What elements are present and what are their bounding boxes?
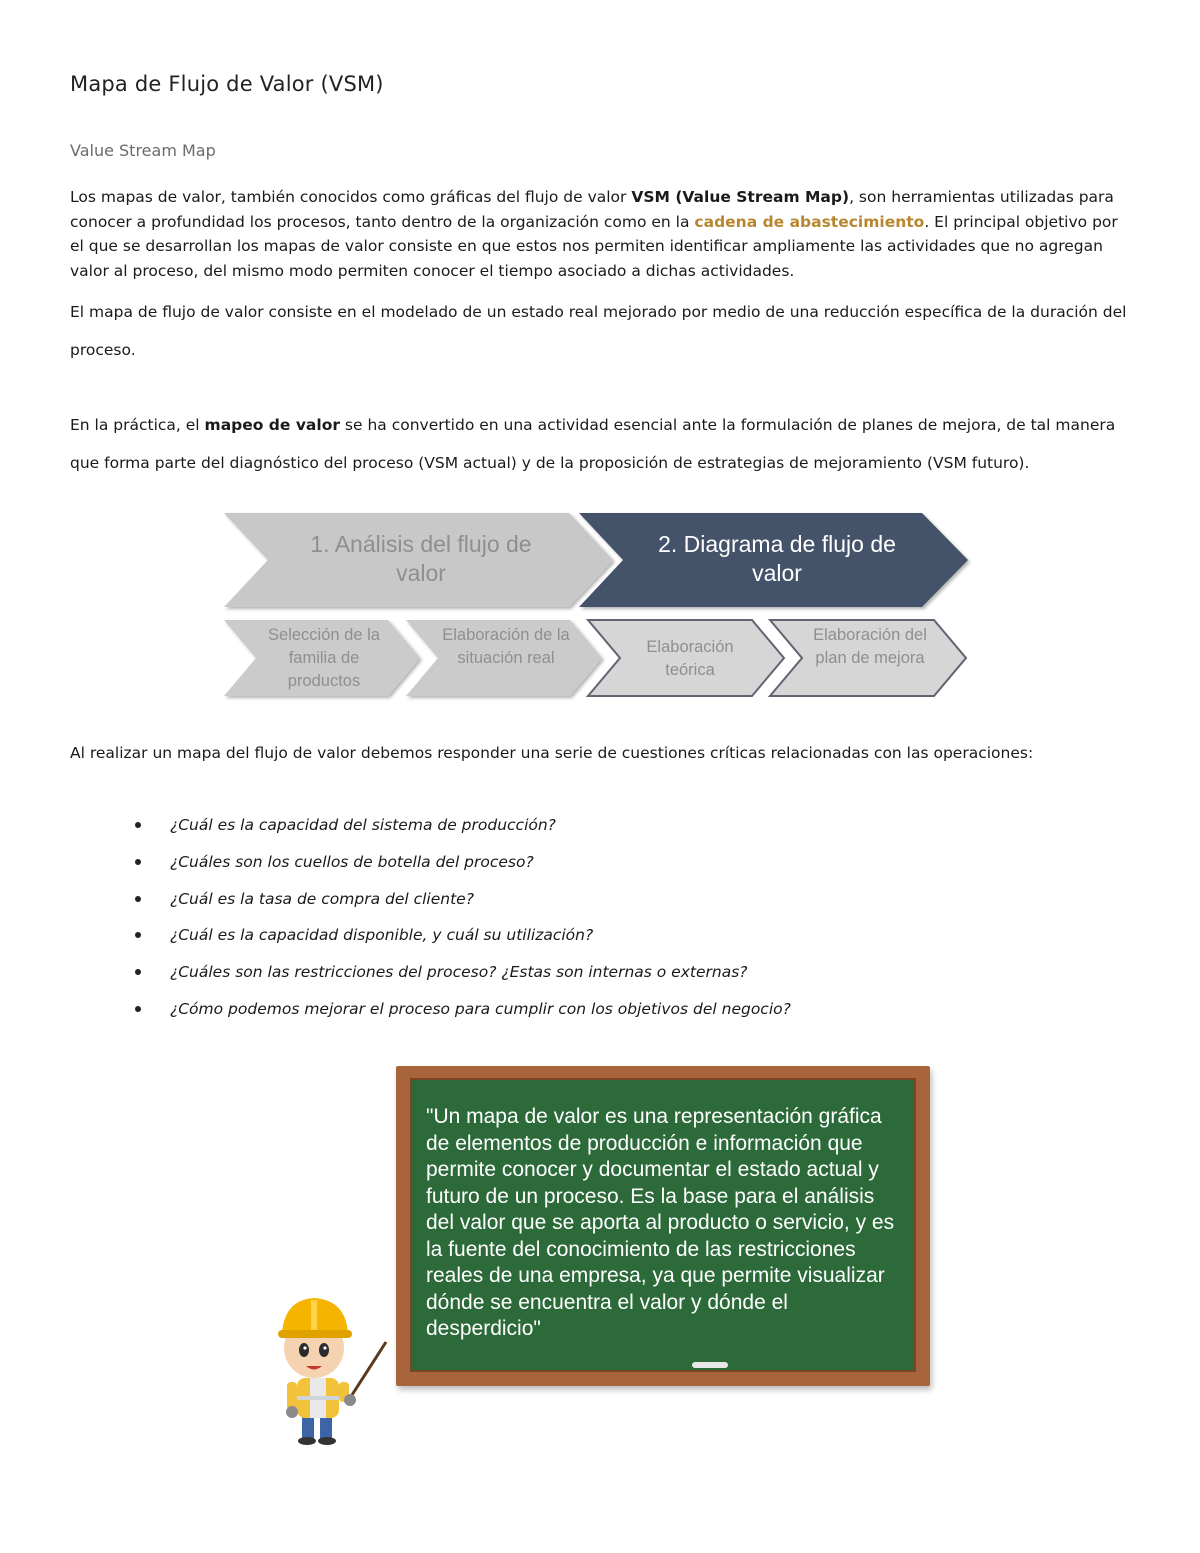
construction-worker-illustration: [262, 1278, 392, 1448]
step-3-label: Elaboración teórica: [646, 638, 734, 679]
vsm-process-diagram: [222, 510, 974, 706]
vest-stripe: [297, 1396, 339, 1400]
practice-text-c: se ha convertido en una actividad esencial ante la formulación de planes de mejora, de tal manera que forma parte del diagnóstico del proceso (VSM actual) y de la proposición de estrategias de mejoramiento (VSM futuro).: [70, 416, 1116, 472]
intro-text-vsm: VSM (Value Stream Map): [631, 188, 850, 206]
chalkboard: [396, 1066, 930, 1386]
list-item: ¿Cuáles son las restricciones del proceso? ¿Estas son internas o externas?: [120, 957, 1020, 994]
chalk-stick: [692, 1362, 728, 1368]
intro-paragraph: [70, 185, 1135, 283]
worker-glove: [286, 1406, 298, 1418]
worker-eye: [319, 1343, 329, 1357]
phase-1-label: 1. Análisis del flujo de valor: [310, 531, 532, 586]
page-title: Mapa de Flujo de Valor (VSM): [70, 72, 384, 96]
list-item: ¿Cuáles son los cuellos de botella del proceso?: [120, 847, 1020, 884]
pointer-stick: [350, 1342, 386, 1398]
chalkboard-surface: [410, 1078, 916, 1372]
definition-paragraph: El mapa de flujo de valor consiste en el modelado de un estado real mejorado por medio de una reducción específica de la duración del proceso.: [70, 303, 1127, 359]
intro-text-c: , son herramientas utilizadas para conocer a profundidad los procesos, tanto dentro de la organización como en la: [70, 188, 1114, 231]
hard-hat-brim: [278, 1330, 352, 1338]
worker-arm: [287, 1382, 297, 1410]
step-4-label: Elaboración del plan de mejora: [813, 626, 927, 667]
worker-shoe: [318, 1437, 336, 1445]
chalkboard-quote: "Un mapa de valor es una representación gráfica de elementos de producción e información que permite conocer y documentar el estado actual y futuro de un proceso. Es la base para el análisis del valor que se aporta al producto o servicio, y es la fuente del conocimiento de las restricciones reales de una empresa, ya que permite visualizar dónde se encuentra el valor y dónde el desperdicio": [426, 1105, 895, 1340]
list-item: ¿Cómo podemos mejorar el proceso para cumplir con los objetivos del negocio?: [120, 994, 1020, 1031]
worker-shoe: [298, 1437, 316, 1445]
practice-text-bold: mapeo de valor: [204, 416, 340, 434]
list-item: ¿Cuál es la capacidad disponible, y cuál su utilización?: [120, 920, 1020, 957]
step-1-label: Selección de la familia de productos: [268, 626, 380, 690]
list-item: ¿Cuál es la capacidad del sistema de producción?: [120, 810, 1020, 847]
intro-text-d: . El principal objetivo por el que se desarrollan los mapas de valor consiste en que estos nos permiten identificar ampliamente las actividades que no agregan valor al proceso, del mismo modo permiten conocer el tiempo asociado a dichas actividades.: [70, 212, 1118, 280]
list-item: ¿Cuál es la tasa de compra del cliente?: [120, 884, 1020, 921]
critical-questions-list: [120, 810, 1020, 1031]
questions-intro: Al realizar un mapa del flujo de valor debemos responder una serie de cuestiones críticas relacionadas con las operaciones:: [70, 744, 1034, 762]
worker-eye: [299, 1343, 309, 1357]
practice-paragraph: [70, 406, 1135, 482]
worker-glove: [344, 1394, 356, 1406]
step-2-label: Elaboración de la situación real: [442, 626, 570, 667]
hard-hat-ridge: [311, 1300, 317, 1330]
page-subtitle: Value Stream Map: [70, 141, 216, 160]
intro-text-a: Los mapas de valor, también conocidos como gráficas del flujo de valor: [70, 188, 632, 206]
practice-text-a: En la práctica, el: [70, 416, 205, 434]
phase-2-label: 2. Diagrama de flujo de valor: [658, 531, 896, 586]
supply-chain-link[interactable]: cadena de abastecimiento: [694, 212, 925, 231]
